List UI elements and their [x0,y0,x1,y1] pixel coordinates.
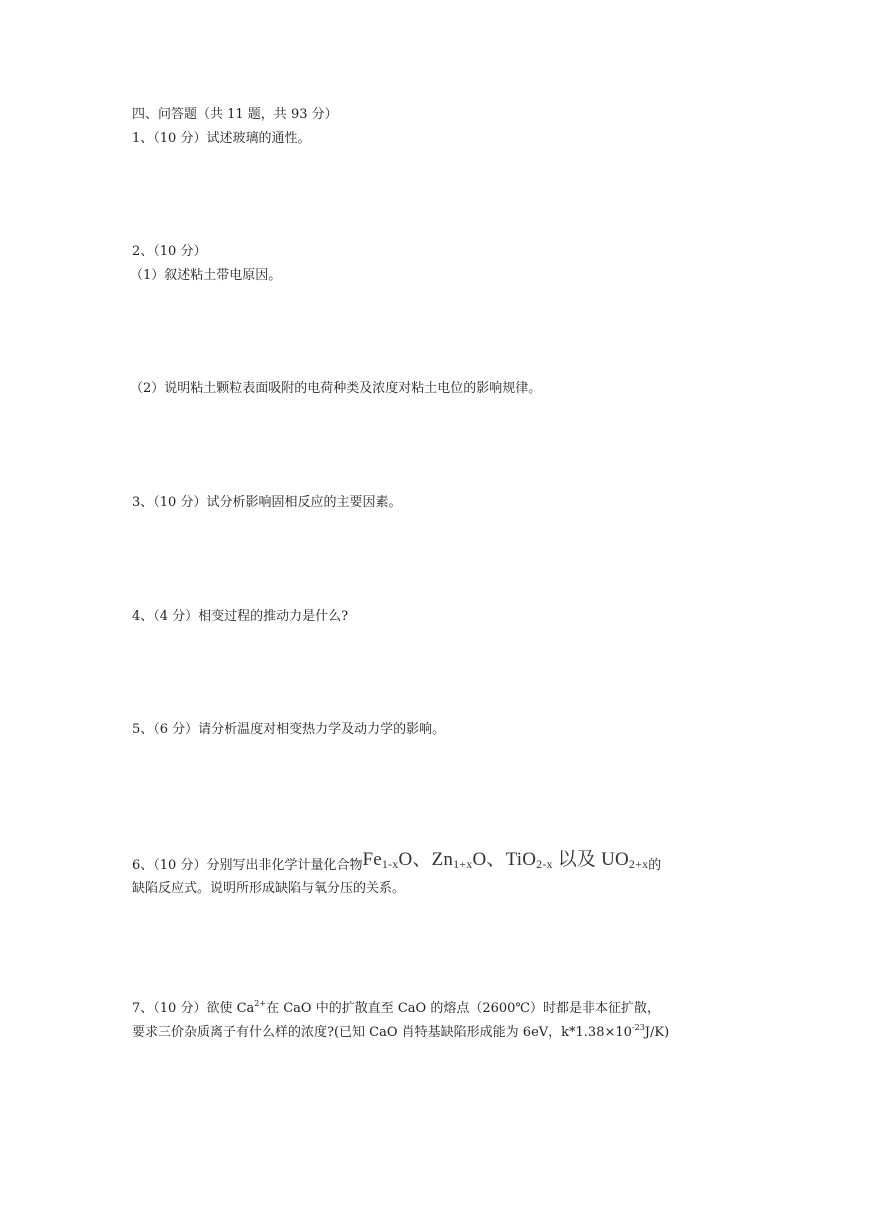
question-6-line-2: 缺陷反应式。说明所形成缺陷与氧分压的关系。 [132,881,406,896]
question-1: 1、（10 分）试述玻璃的通性。 [132,131,311,146]
question-2-part-2: （2）说明粘土颗粒表面吸附的电荷种类及浓度对粘土电位的影响规律。 [130,381,542,396]
question-6-suffix: 的 [648,858,662,873]
section-title: 四、问答题（共 11 题，共 93 分） [132,107,338,122]
nonstoichiometric-formula: $Fe_{1-x}O$、$Zn_{1+x}O$、TiO$_{2-x}$ 以及 $UO_{2+x}$ [362,849,649,871]
question-3: 3、（10 分）试分析影响固相反应的主要因素。 [132,495,402,510]
question-7-line-1: 7、（10 分）欲使 $Ca^{2+}$在 CaO 中的扩散直至 CaO 的熔点（2600℃）时都是非本征扩散， [132,999,660,1016]
question-5: 5、（6 分）请分析温度对相变热力学及动力学的影响。 [132,722,446,737]
question-6-prefix: 6、（10 分）分别写出非化学计量化合物 [132,858,363,873]
question-2-part-1: （1）叙述粘土带电原因。 [130,268,282,283]
question-2-header: 2、（10 分） [132,244,207,259]
question-4: 4、（4 分）相变过程的推动力是什么? [132,609,349,624]
question-6-line-1 [132,849,662,877]
question-7-line-2: 要求三价杂质离子有什么样的浓度?(已知 CaO 肖特基缺陷形成能为 6eV，$k*1.38\times 10^{-23}J/K$) [132,1023,670,1040]
